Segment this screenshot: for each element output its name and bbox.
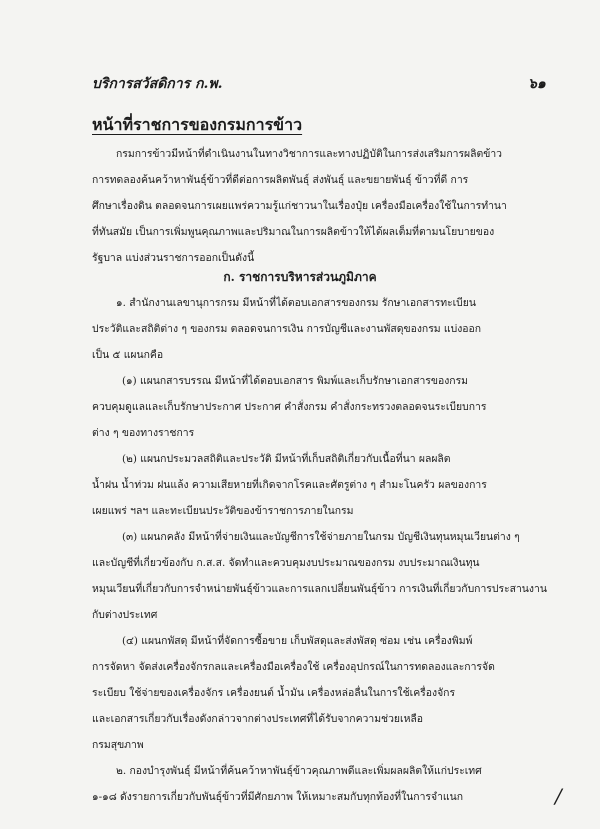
text-line: (๑) แผนกสารบรรณ มีหน้าที่ได้ตอบเอกสาร พิมพ์และเก็บรักษาเอกสารของกรม — [122, 375, 468, 387]
text-line: ๒. กองบำรุงพันธุ์ มีหน้าที่ค้นคว้าหาพันธุ์ข้าวคุณภาพดีและเพิ่มผลผลิตให้แก่ประเทศ — [116, 765, 482, 777]
text-line: ควบคุมดูแลและเก็บรักษาประกาศ ประกาศ คำสั่งกรม คำสั่งกระทรวงตลอดจนระเบียบการ — [92, 401, 487, 413]
text-line: และบัญชีที่เกี่ยวข้องกับ ก.ส.ส. จัดทำและควบคุมงบประมาณของกรม งบประมาณเงินทุน — [92, 557, 480, 569]
page-number: ๖๑ — [528, 76, 546, 92]
sub-item-4-paragraph — [92, 628, 568, 758]
page-title: หน้าที่ราชการของกรมการข้าว — [92, 115, 303, 134]
item-2-paragraph — [92, 758, 568, 810]
corner-mark: / — [555, 784, 562, 808]
sub-item-3-paragraph — [92, 524, 568, 628]
text-line: ๑. สำนักงานเลขานุการกรม มีหน้าที่ได้ตอบเอกสารของกรม รักษาเอกสารทะเบียน — [116, 297, 476, 309]
item-1-paragraph — [92, 290, 568, 368]
sub-item-1-paragraph — [92, 368, 568, 446]
text-line: ศึกษาเรื่องดิน ตลอดจนการเผยแพร่ความรู้แก่ชาวนาในเรื่องปุ๋ย เครื่องมือเครื่องใช้ในการทำนา — [92, 200, 507, 212]
text-line: ประวัติและสถิติต่าง ๆ ของกรม ตลอดจนการเงิน การบัญชีและงานพัสดุของกรม แบ่งออก — [92, 323, 482, 335]
text-line: เป็น ๕ แผนกคือ — [92, 349, 164, 361]
text-line: (๔) แผนกพัสดุ มีหน้าที่จัดการซื้อขาย เก็บพัสดุและส่งพัสดุ ซ่อม เช่น เครื่องพิมพ์ — [122, 635, 473, 647]
text-line: หมุนเวียนที่เกี่ยวกับการจำหน่ายพันธุ์ข้าวและการแลกเปลี่ยนพันธุ์ข้าว การเงินที่เกี่ยวกับการประสานงาน — [92, 583, 547, 595]
text-line: น้ำฝน น้ำท่วม ฝนแล้ง ความเสียหายที่เกิดจากโรคและศัตรูต่าง ๆ สำมะโนครัว ผลของการ — [92, 479, 487, 491]
text-line: การจัดหา จัดส่งเครื่องจักรกลและเครื่องมือเครื่องใช้ เครื่องอุปกรณ์ในการทดลองและการจัด — [92, 661, 495, 673]
running-header: บริการสวัสดิการ ก.พ. — [92, 76, 223, 92]
text-line: (๒) แผนกประมวลสถิติและประวัติ มีหน้าที่เก็บสถิติเกี่ยวกับเนื้อที่นา ผลผลิต — [122, 453, 451, 465]
text-line: กับต่างประเทศ — [92, 609, 158, 621]
text-line: ๑-๑๘ ดังรายการเกี่ยวกับพันธุ์ข้าวที่มีศักยภาพ ให้เหมาะสมกับทุกท้องที่ในการจำแนก — [92, 791, 463, 803]
text-line: กรมสุขภาพ — [92, 739, 144, 751]
section-heading: ก. ราชการบริหารส่วนภูมิภาค — [223, 270, 377, 284]
text-line: และเอกสารเกี่ยวกับเรื่องดังกล่าวจากต่างประเทศที่ได้รับจากความช่วยเหลือ — [92, 713, 424, 725]
text-line: รัฐบาล แบ่งส่วนราชการออกเป็นดังนี้ — [92, 252, 255, 264]
text-line: เผยแพร่ ฯลฯ และทะเบียนประวัติของข้าราชการภายในกรม — [92, 505, 354, 517]
text-line: การทดลองค้นคว้าหาพันธุ์ข้าวที่ดีต่อการผลิตพันธุ์ ส่งพันธุ์ และขยายพันธุ์ ข้าวที่ดี การ — [92, 174, 469, 186]
text-line: (๓) แผนกคลัง มีหน้าที่จ่ายเงินและบัญชีการใช้จ่ายภายในกรม บัญชีเงินทุนหมุนเวียนต่าง ๆ — [122, 531, 520, 543]
text-line: ที่ทันสมัย เป็นการเพิ่มพูนคุณภาพและปริมาณในการผลิตข้าวให้ได้ผลเต็มที่ตามนโยบายของ — [92, 226, 495, 238]
intro-paragraph — [92, 141, 568, 271]
text-line: ต่าง ๆ ของทางราชการ — [92, 427, 195, 439]
text-line: กรมการข้าวมีหน้าที่ดำเนินงานในทางวิชาการและทางปฏิบัติในการส่งเสริมการผลิตข้าว — [116, 148, 503, 160]
sub-item-2-paragraph — [92, 446, 568, 524]
text-line: ระเบียบ ใช้จ่ายของเครื่องจักร เครื่องยนต์ น้ำมัน เครื่องหล่อลื่นในการใช้เครื่องจักร — [92, 687, 456, 699]
